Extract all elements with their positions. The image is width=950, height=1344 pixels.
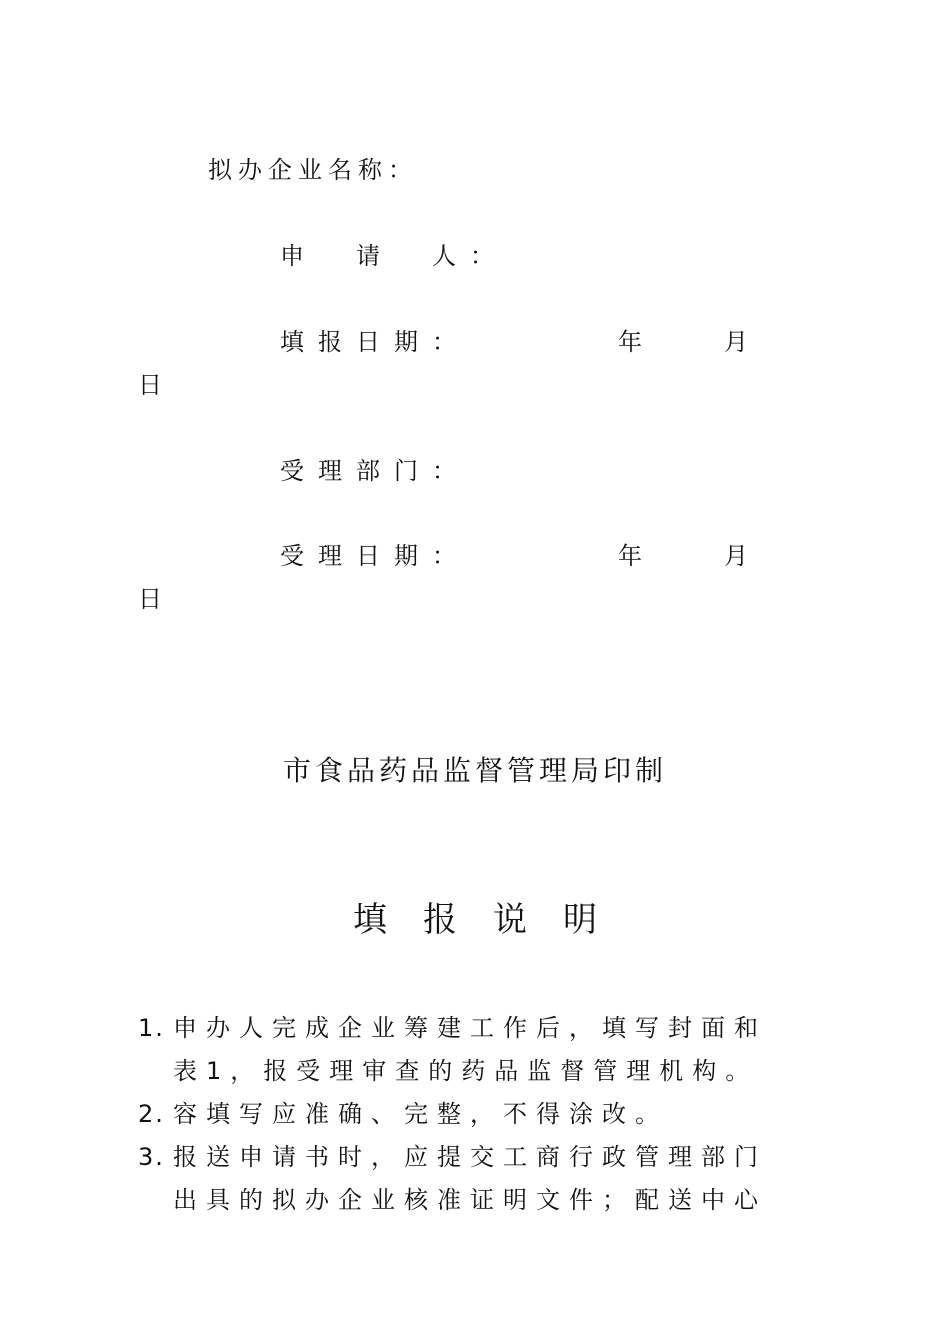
item-3-line-2: 出具的拟办企业核准证明文件；配送中心 (173, 1186, 767, 1214)
issuer-text: 市食品药品监督管理局印制 (282, 754, 667, 787)
item-1-line-2: 表1，报受理审查的药品监督管理机构。 (173, 1057, 759, 1085)
item-1-line-1: 申办人完成企业筹建工作后，填写封面和 (173, 1014, 767, 1042)
company-name-label: 拟办企业名称： (208, 156, 418, 184)
item-2-line-1: 容填写应准确、完整，不得涂改。 (173, 1100, 668, 1128)
item-1-number: 1. (138, 1014, 165, 1042)
fill-date-day: 日 (138, 371, 168, 399)
accept-date-day: 日 (138, 585, 168, 613)
fill-date-month: 月 (724, 328, 754, 356)
item-3-line-1: 报送申请书时，应提交工商行政管理部门 (173, 1143, 767, 1171)
accept-dept-label: 受理部门： (280, 457, 470, 485)
instructions-title: 填报说明 (353, 900, 633, 940)
item-2-number: 2. (138, 1100, 165, 1128)
item-3-number: 3. (138, 1143, 165, 1171)
applicant-label: 申 请 人： (280, 242, 508, 270)
accept-date-year: 年 (618, 542, 648, 570)
accept-date-month: 月 (724, 542, 754, 570)
accept-date-label: 受理日期： (280, 542, 470, 570)
fill-date-year: 年 (618, 328, 648, 356)
fill-date-label: 填报日期： (280, 328, 470, 356)
